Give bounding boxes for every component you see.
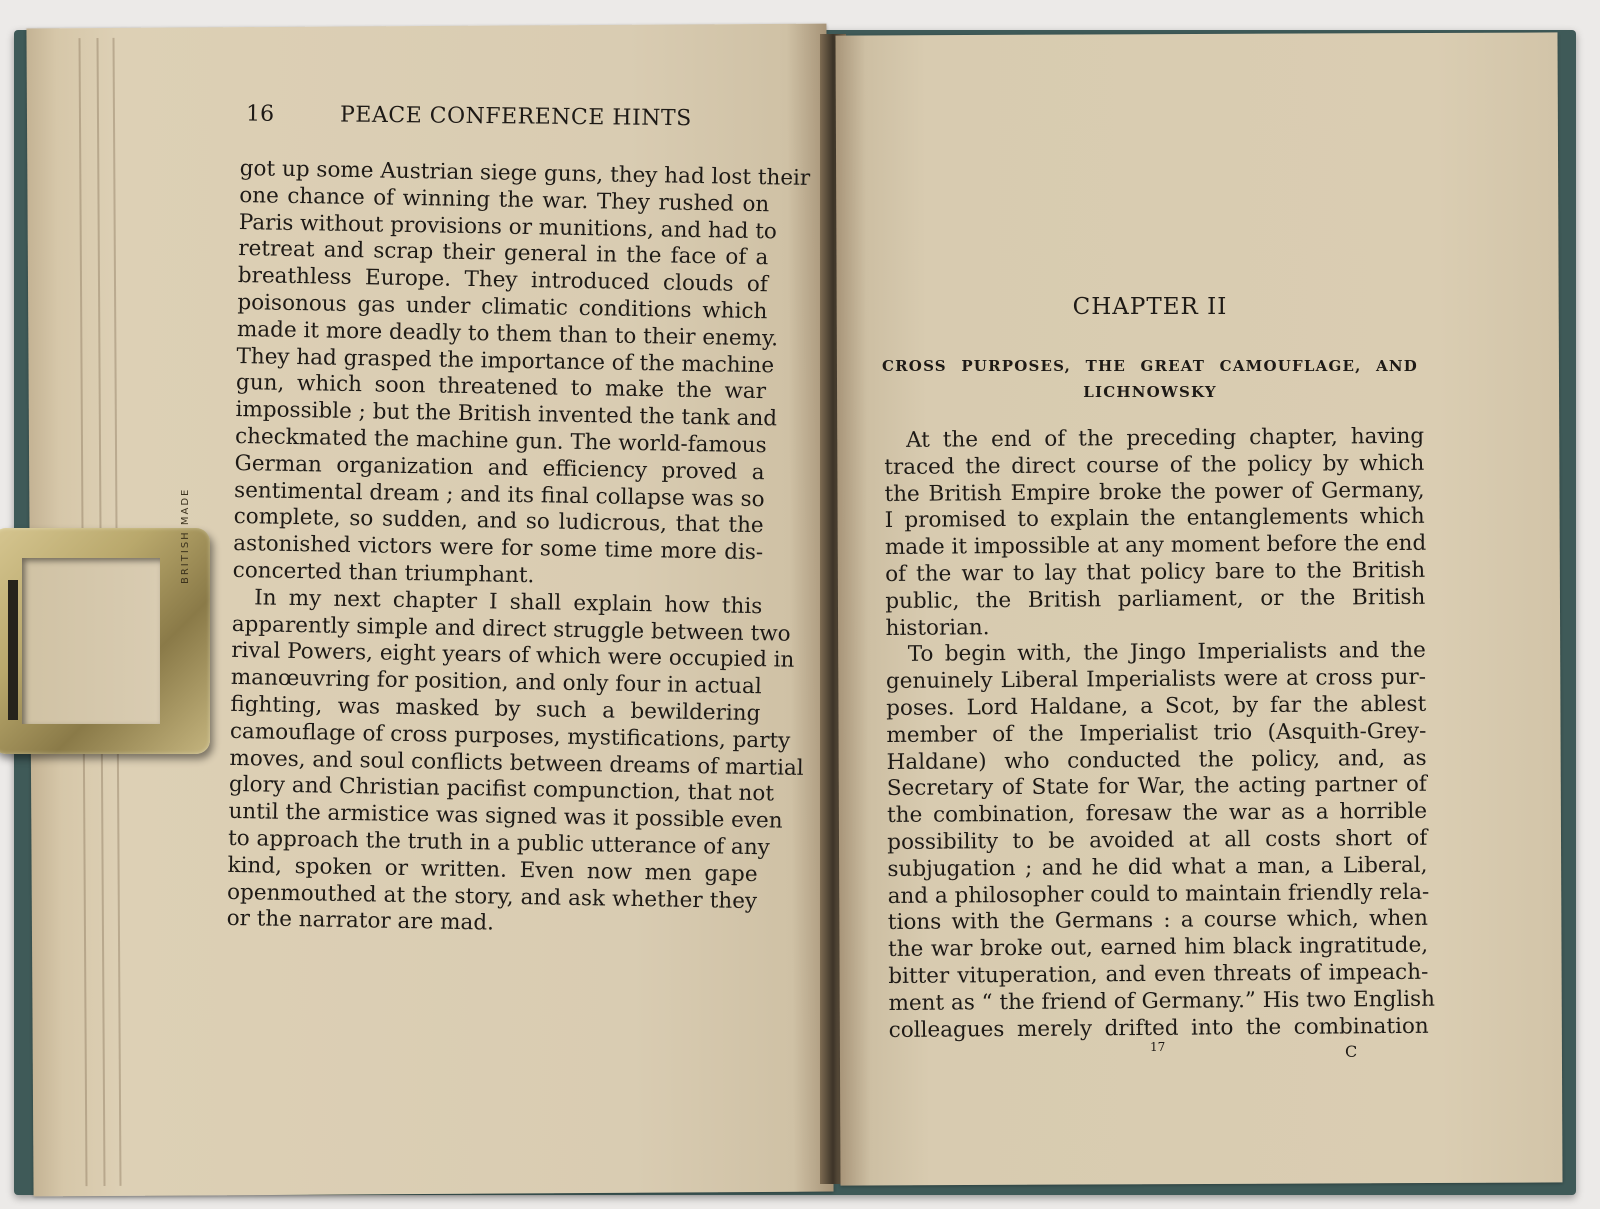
text-line: Secretary of State for War, the acting partner of xyxy=(886,772,1427,802)
chapter-subtitle-line: LICHNOWSKY xyxy=(1083,383,1217,401)
text-line: Haldane) who conducted the policy, and, as xyxy=(886,745,1427,775)
text-line: checkmated the machine gun. The world-famous xyxy=(234,423,767,459)
text-line: bitter vituperation, and even threats of impeach- xyxy=(888,959,1429,989)
right-page-text xyxy=(884,423,1436,1045)
text-line: possibility to be avoided at all costs short of xyxy=(887,825,1428,855)
chapter-heading: CHAPTER II xyxy=(1072,294,1228,320)
text-line: of the war to lay that policy bare to the British xyxy=(885,557,1426,587)
text-line: historian. xyxy=(885,614,990,641)
text-line: German organization and efficiency proved a xyxy=(234,450,765,485)
text-line: got up some Austrian siege guns, they had lost their xyxy=(239,156,811,191)
text-line: openmouthed at the story, and ask whether they xyxy=(226,879,758,914)
text-line: concerted than triumphant. xyxy=(232,557,535,589)
text-line: made it impossible at any moment before the end xyxy=(884,530,1427,561)
chapter-subtitle xyxy=(882,353,1418,405)
text-line: camouflage of cross purposes, mystifications, party xyxy=(229,718,791,754)
page-number-right: 17 xyxy=(1150,1040,1166,1054)
text-line: kind, spoken or written. Even now men gape xyxy=(227,852,758,887)
text-line: one chance of winning the war. They rushed on xyxy=(239,182,770,218)
text-line: In my next chapter I shall explain how this xyxy=(254,585,763,619)
buckle-shadow xyxy=(8,580,18,720)
page-number-left: 16 xyxy=(245,101,275,127)
text-line: to approach the truth in a public utterance of any xyxy=(227,825,771,861)
text-line: retreat and scrap their general in the face of a xyxy=(238,236,769,271)
text-line: rival Powers, eight years of which were occupied in xyxy=(231,638,795,674)
text-line: tions with the Germans : a course which, when xyxy=(887,906,1428,936)
chapter-subtitle-line: CROSS PURPOSES, THE GREAT CAMOUFLAGE, AND xyxy=(882,357,1418,375)
text-line: until the armistice was signed was it possible even xyxy=(228,799,783,834)
text-line: member of the Imperialist trio (Asquith-Grey- xyxy=(886,718,1427,748)
text-line: traced the direct course of the policy by which xyxy=(884,450,1425,480)
text-line: made it more deadly to them than to their enemy. xyxy=(236,316,779,352)
text-line: subjugation ; and he did what a man, a Liberal, xyxy=(887,852,1428,882)
left-page-text xyxy=(226,156,811,942)
buckle-stamp: BRITISH MADE xyxy=(180,487,191,584)
text-line: poses. Lord Haldane, a Scot, by far the ablest xyxy=(886,691,1427,721)
text-line: At the end of the preceding chapter, having xyxy=(905,423,1425,453)
text-line: public, the British parliament, or the British xyxy=(885,584,1426,614)
text-line: I promised to explain the entanglements which xyxy=(884,504,1425,534)
text-line: ment as “ the friend of Germany.” His two English xyxy=(888,986,1436,1016)
text-line: moves, and soul conflicts between dreams of martial xyxy=(229,745,804,781)
text-line: or the narrator are mad. xyxy=(226,906,495,936)
text-line: glory and Christian pacifist compunction, that not xyxy=(228,772,775,807)
buckle-opening xyxy=(22,558,160,724)
text-line: apparently simple and direct struggle between two xyxy=(231,611,791,647)
text-line: the British Empire broke the power of Germany, xyxy=(884,477,1425,507)
running-head xyxy=(246,102,716,141)
text-line: and a philosopher could to maintain friendly rela- xyxy=(887,879,1430,909)
text-line: To begin with, the Jingo Imperialists and the xyxy=(907,638,1426,668)
running-title: PEACE CONFERENCE HINTS xyxy=(339,102,692,132)
text-line: poisonous gas under climatic conditions which xyxy=(237,289,768,325)
text-line: complete, so sudden, and so ludicrous, that the xyxy=(233,504,764,539)
text-line: manœuvring for position, and only four in actual xyxy=(230,665,762,700)
signature-mark: C xyxy=(1345,1042,1358,1061)
text-line: the combination, foresaw the war as a horrible xyxy=(886,798,1428,829)
brass-buckle-page-holder xyxy=(0,528,210,754)
text-line: breathless Europe. They introduced clouds of xyxy=(237,263,769,298)
text-line: the war broke out, earned him black ingratitude, xyxy=(887,932,1429,963)
text-line: colleagues merely drifted into the combination xyxy=(888,1013,1429,1043)
text-line: astonished victors were for some time more dis- xyxy=(233,531,764,566)
text-line: sentimental dream ; and its final collapse was so xyxy=(233,477,765,512)
text-line: They had grasped the importance of the machine xyxy=(236,343,775,378)
text-line: genuinely Liberal Imperialists were at cross pur- xyxy=(885,664,1427,695)
text-line: impossible ; but the British invented the tank and xyxy=(235,397,778,432)
text-line: Paris without provisions or munitions, and had to xyxy=(238,209,778,244)
text-line: gun, which soon threatened to make the war xyxy=(235,370,767,405)
text-line: fighting, was masked by such a bewildering xyxy=(230,691,761,727)
